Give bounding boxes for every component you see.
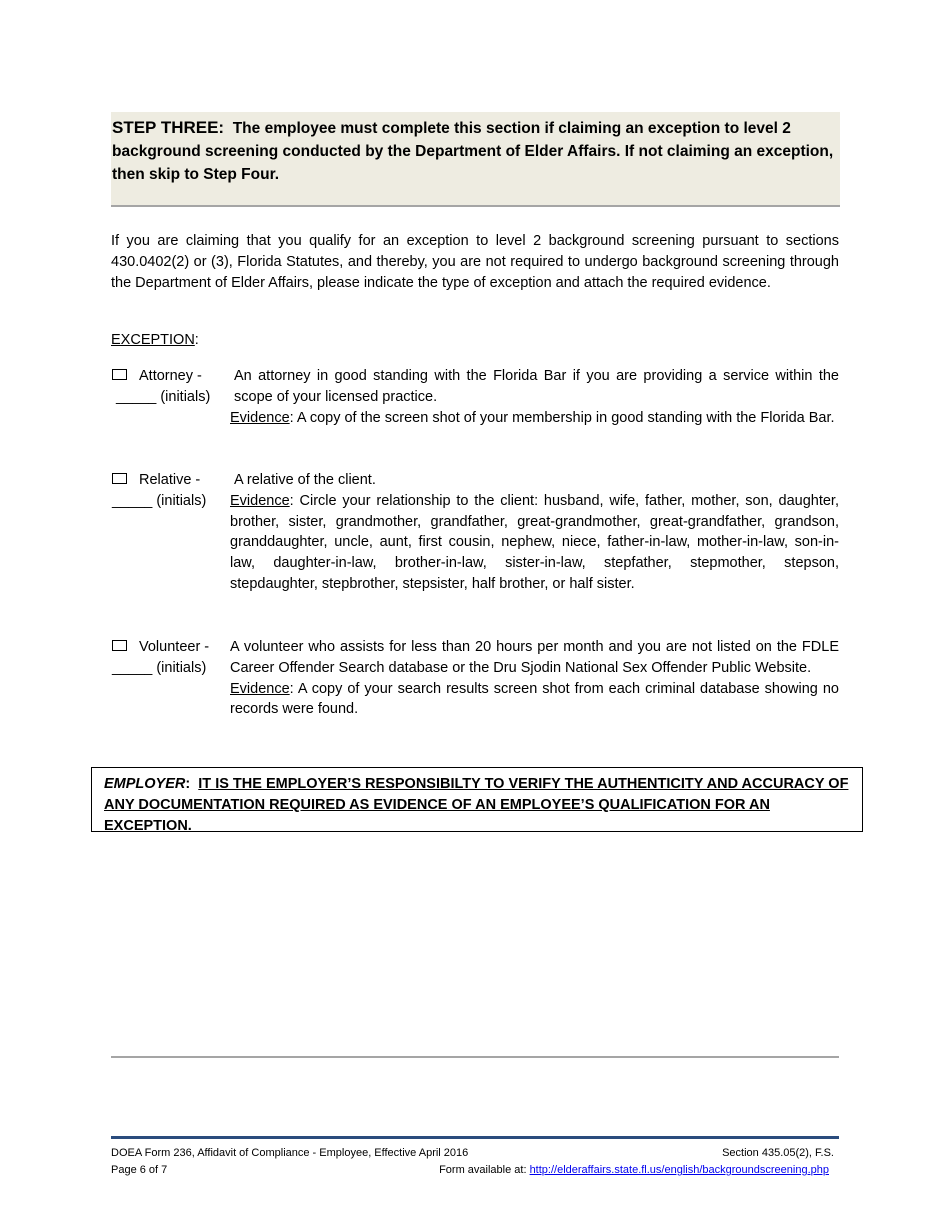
footer-divider-gray [111, 1056, 839, 1058]
relative-evidence [230, 491, 839, 595]
attorney-description: An attorney in good standing with the Florida Bar if you are providing a service within the scope of your licensed practice. [234, 368, 839, 405]
volunteer-initials-field[interactable]: _____ (initials) [112, 660, 207, 676]
relative-evidence-text: : Circle your relationship to the client: husband, wife, father, mother, son, daughter, brother, sister, grandmother, grandfather, great-grandmother, great-grandfather, grandson, granddaughter, uncle, aunt, first cousin, nephew, niece, father-in-law, mother-in-law, son-in-law, daughter-in-law, brother-in-law, sister-in-law, stepfather, stepmother, stepson, stepdaughter, stepbrother, stepsister, half brother, or half sister. [230, 492, 839, 592]
volunteer-label: Volunteer - [139, 639, 210, 655]
relative-initials-field[interactable]: _____ (initials) [112, 493, 207, 509]
employer-notice-text: IT IS THE EMPLOYER’S RESPONSIBILTY TO VERIFY THE AUTHENTICITY AND ACCURACY OF ANY DOCUMENTATION REQUIRED AS EVIDENCE OF AN EMPLOYEE’S QUALIFICATION FOR AN EXCEPTION. [104, 776, 849, 834]
volunteer-evidence-text: : A copy of your search results screen shot from each criminal database showing no records were found. [230, 680, 839, 718]
exception-heading [111, 330, 199, 351]
relative-description: A relative of the client. [234, 472, 376, 488]
volunteer-checkbox[interactable] [112, 640, 127, 651]
relative-label: Relative - [139, 472, 201, 488]
footer-divider-blue [111, 1136, 839, 1139]
step-three-instructions: The employee must complete this section if claiming an exception to level 2 background screening conducted by the Department of Elder Affairs. If not claiming an exception, then skip to Step Four. [112, 120, 834, 183]
footer-availability [439, 1162, 829, 1178]
attorney-initials-field[interactable]: _____ (initials) [116, 389, 211, 405]
attorney-evidence [230, 408, 839, 429]
employer-notice-label: EMPLOYER [104, 776, 186, 792]
attorney-label: Attorney - [139, 368, 202, 384]
intro-paragraph: If you are claiming that you qualify for an exception to level 2 background screening pursuant to sections 430.0402(2) or (3), Florida Statutes, and thereby, you are not required to undergo background screening through the Department of Elder Affairs, please indicate the type of exception and attach the required evidence. [111, 233, 839, 291]
footer-form-name: DOEA Form 236, Affidavit of Compliance - Employee, Effective April 2016 [111, 1147, 469, 1159]
volunteer-description-block [230, 637, 839, 720]
step-three-text [112, 116, 838, 186]
attorney-checkbox[interactable] [112, 369, 127, 380]
exception-heading-label: EXCEPTION [111, 332, 195, 348]
attorney-evidence-label: Evidence [230, 409, 290, 426]
relative-checkbox[interactable] [112, 473, 127, 484]
volunteer-evidence-label: Evidence [230, 680, 290, 697]
attorney-evidence-text: : A copy of the screen shot of your membership in good standing with the Florida Bar. [289, 409, 835, 426]
footer-url-link[interactable]: http://elderaffairs.state.fl.us/english/backgroundscreening.php [529, 1164, 829, 1176]
volunteer-description: A volunteer who assists for less than 20 hours per month and you are not listed on the FDLE Career Offender Search database or the Dru Sjodin National Sex Offender Public Website. [230, 639, 839, 676]
footer-section: Section 435.05(2), F.S. [722, 1147, 834, 1159]
attorney-description-block [230, 366, 839, 428]
step-three-header [111, 112, 840, 207]
exception-heading-colon: : [194, 332, 199, 348]
step-three-title: STEP THREE: [112, 118, 225, 137]
footer-available-label: Form available at: [439, 1164, 530, 1176]
employer-notice [91, 767, 863, 832]
employer-notice-colon: : [185, 776, 191, 792]
footer-page-number: Page 6 of 7 [111, 1164, 168, 1176]
relative-description-block [230, 470, 839, 595]
volunteer-evidence [230, 679, 839, 721]
relative-evidence-label: Evidence [230, 492, 290, 509]
